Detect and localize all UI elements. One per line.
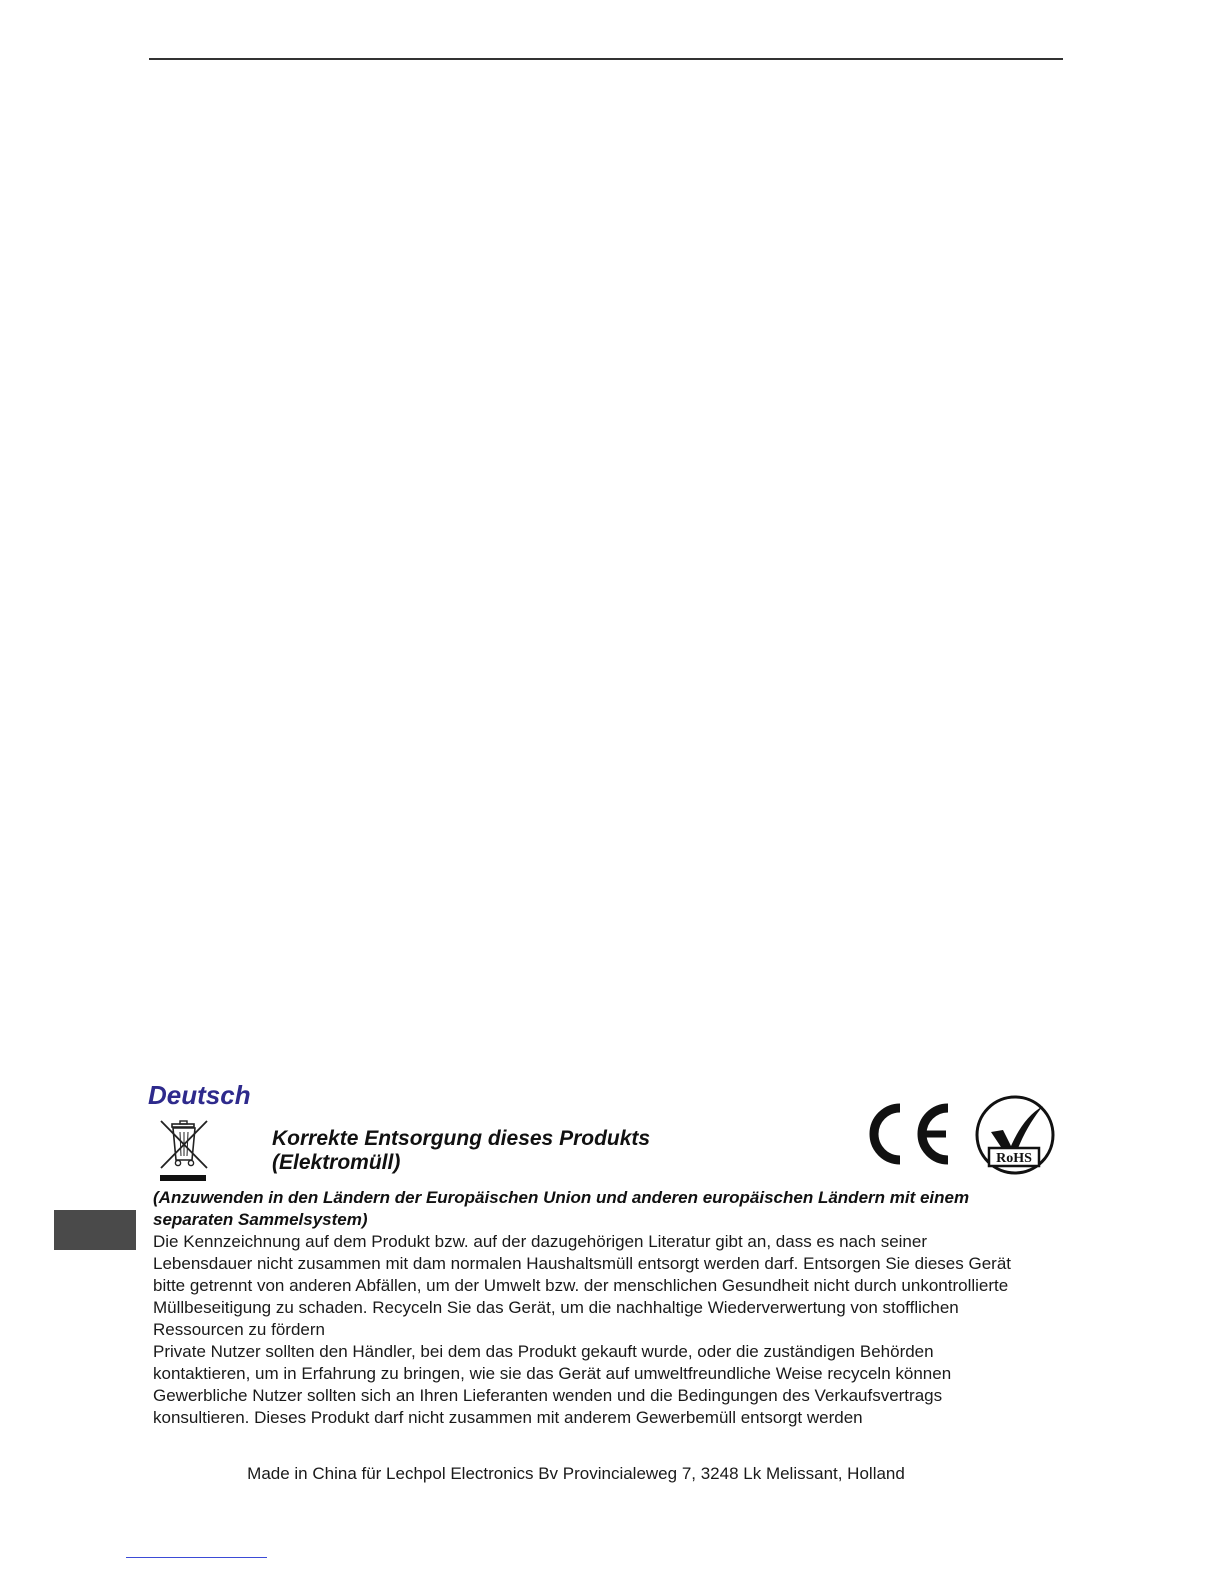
manufacturer-footer: Made in China für Lechpol Electronics Bv Provincialeweg 7, 3248 Lk Melissant, Holland (247, 1464, 905, 1483)
svg-text:RoHS: RoHS (996, 1151, 1032, 1166)
disposal-text-block (153, 1187, 1023, 1429)
bottom-link-underline (126, 1557, 267, 1558)
section-title-line-1: Korrekte Entsorgung dieses Produkts (272, 1127, 651, 1150)
scope-subtitle: (Anzuwenden in den Ländern der Europäischen Union und anderen europäischen Ländern mit einem separaten Sammelsystem) (153, 1188, 970, 1229)
language-heading: Deutsch (148, 1080, 251, 1110)
section-title-line-2: (Elektromüll) (272, 1151, 401, 1174)
section-title (272, 1127, 650, 1175)
paragraph-labeling: Die Kennzeichnung auf dem Produkt bzw. auf der dazugehörigen Literatur gibt an, dass es nach seiner Lebensdauer nicht zusammen mit dam normalen Haushaltsmüll entsorgt werden darf. Entsorgen Sie dieses Gerät bitte getrennt von anderen Abfällen, um der Umwelt bzw. der menschlichen Gesundheit nicht durch unkontrollierte Müllbeseitigung zu schaden. Recyceln Sie das Gerät, um die nachhaltige Wiederverwertung von stofflichen Ressourcen zu fördern (153, 1232, 1011, 1339)
ce-mark-logo (862, 1100, 954, 1168)
weee-bin-icon (156, 1118, 212, 1184)
paragraph-commercial-users: Gewerbliche Nutzer sollten sich an Ihren Lieferanten wenden und die Bedingungen des Verkaufsvertrags konsultieren. Dieses Produkt darf nicht zusammen mit anderem Gewerbemüll entsorgt werden (153, 1386, 943, 1427)
language-side-tab (54, 1210, 136, 1250)
paragraph-private-users: Private Nutzer sollten den Händler, bei dem das Produkt gekauft wurde, oder die zuständigen Behörden kontaktieren, um in Erfahrung zu bringen, wie sie das Gerät auf umweltfreundliche Weise recyceln können (153, 1342, 952, 1383)
top-divider (149, 58, 1063, 60)
rohs-checkmark-icon (973, 1094, 1057, 1176)
